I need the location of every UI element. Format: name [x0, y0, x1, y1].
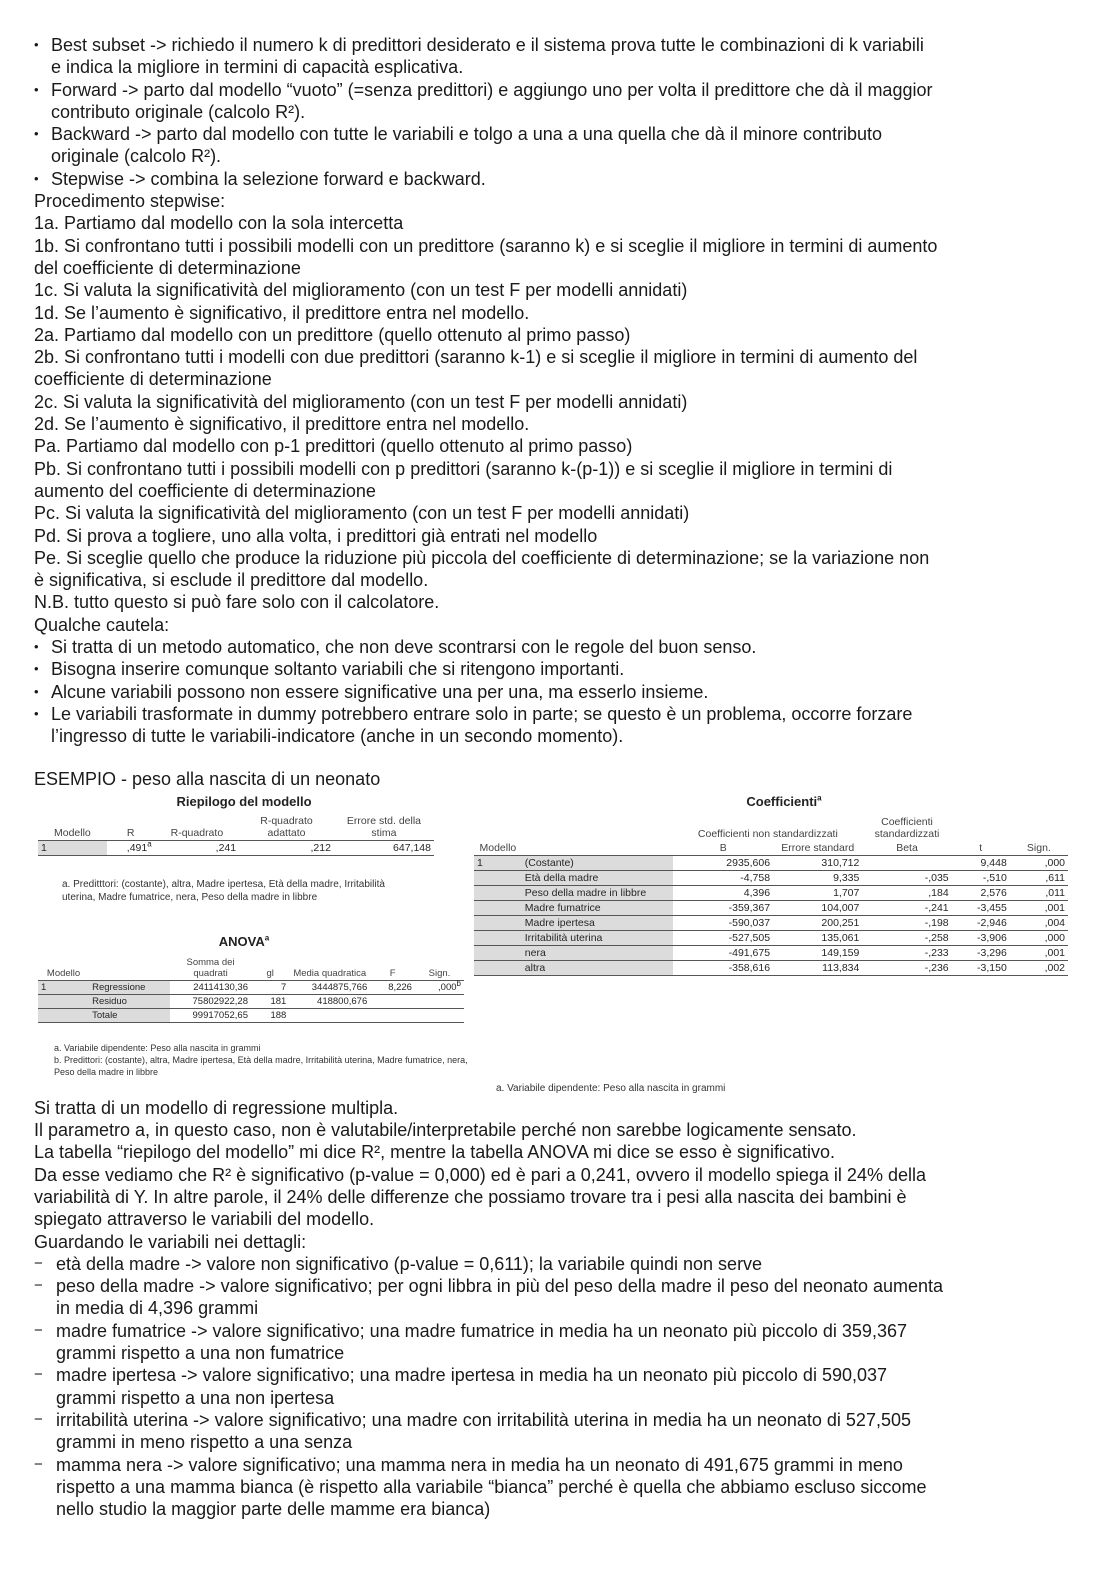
list-item: − irritabilità uterina -> valore significativo; una madre con irritabilità uterina in media ha un neonato di 527,505 grammi in meno rispetto a una senza: [34, 1409, 1084, 1454]
table-row: altra -358,616 113,834 -,236 -3,150 ,002: [474, 960, 1068, 975]
step-line: Pc. Si valuta la significatività del miglioramento (con un test F per modelli annidati): [34, 503, 690, 524]
step-line: aumento del coefficiente di determinazione: [34, 480, 376, 501]
analysis-line: La tabella “riepilogo del modello” mi dice R², mentre la tabella ANOVA mi dice se esso è significativo.: [34, 1142, 836, 1163]
table-row: Totale 99917052,65 188: [38, 1008, 464, 1022]
analysis-line: variabilità di Y. In altre parole, il 24% delle differenze che possiamo trovare tra i pesi alla nascita dei bambini è: [34, 1186, 907, 1207]
table-row: Età della madre -4,758 9,335 -,035 -,510 ,611: [474, 870, 1068, 885]
step-line: coefficiente di determinazione: [34, 369, 272, 390]
table-row: nera -491,675 149,159 -,233 -3,296 ,001: [474, 945, 1068, 960]
cautela-item: • Si tratta di un metodo automatico, che non deve scontrarsi con le regole del buon senso.: [34, 636, 1084, 658]
step-line: 1d. Se l’aumento è significativo, il predittore entra nel modello.: [34, 302, 530, 323]
analysis-line: Si tratta di un modello di regressione multipla.: [34, 1097, 399, 1118]
intro-bullets: [34, 34, 1084, 190]
step-line: Pa. Partiamo dal modello con p-1 predittori (quello ottenuto al primo passo): [34, 436, 633, 457]
step-line: è significativa, si esclude il predittore dal modello.: [34, 570, 429, 591]
table-row: Madre ipertesa -590,037 200,251 -,198 -2,946 ,004: [474, 915, 1068, 930]
bullet-forward: • Forward -> parto dal modello “vuoto” (=senza predittori) e aggiungo uno per volta il predittore che dà il maggior contributo originale (calcolo R²).: [34, 79, 1084, 124]
cautela-heading: Qualche cautela:: [34, 614, 170, 635]
step-line: 2a. Partiamo dal modello con un predittore (quello ottenuto al primo passo): [34, 324, 631, 345]
step-line: Pe. Si sceglie quello che produce la riduzione più piccola del coefficiente di determinazione; se la variazione non: [34, 547, 930, 568]
step-line: 1a. Partiamo dal modello con la sola intercetta: [34, 213, 404, 234]
step-line: 2c. Si valuta la significatività del miglioramento (con un test F per modelli annidati): [34, 391, 688, 412]
cautela-item: • Alcune variabili possono non essere significative una per una, ma esserlo insieme.: [34, 681, 1084, 703]
table-row: Madre fumatrice -359,367 104,007 -,241 -3,455 ,001: [474, 900, 1068, 915]
coefficienti-title: Coefficienti$^a$: [746, 793, 822, 809]
document-page: [34, 34, 1084, 1520]
table-row: 1 Regressione 24114130,36 7 3444875,766 8,226 ,000$^b$: [38, 980, 464, 994]
coefficienti-table: Coefficienti non standardizzati Coefficienti standardizzati Modello B Errore standard Beta t Sign. 1 (Costante) 2935,606 310,712 9,448 ,000 Età della madre -4,758 9,335 -,035 -,510 ,611 Peso della madre in libbre 4,396 1,707 ,184 2,576 ,011 Madre fumatrice -359,367 104,007 -,241 -3,455 ,001 Madre ipertesa -590,037 200,251 -,198 -2,946 ,004 Irritabilità uterina -527,505 135,061 -,258 -3,906 ,000 nera -491,675 149,159 -,233 -3,296 ,001 altra -358,616 113,834 -,236 -3,150 ,002: [474, 814, 1068, 976]
table-row: 1 ,491$^a$ ,241 ,212 647,148: [38, 840, 434, 855]
anova-title: ANOVA$^a$: [218, 933, 270, 949]
list-item: − peso della madre -> valore significativo; per ogni libbra in più del peso della madre il peso del neonato aumenta in media di 4,396 grammi: [34, 1275, 1084, 1320]
analysis-line: Il parametro a, in questo caso, non è valutabile/interpretabile perché non sarebbe logicamente sensato.: [34, 1120, 857, 1141]
step-line: N.B. tutto questo si può fare solo con il calcolatore.: [34, 592, 440, 613]
list-item: − madre fumatrice -> valore significativo; una madre fumatrice in media ha un neonato più piccolo di 359,367 grammi rispetto a una non fumatrice: [34, 1320, 1084, 1365]
riepilogo-table: Modello R R-quadrato R-quadrato adattato Errore std. della stima 1 ,491$^a$ ,241 ,212 647,148: [38, 814, 434, 856]
coefficienti-footnote: a. Variabile dipendente: Peso alla nascita in grammi: [496, 1082, 726, 1094]
analysis-text: [34, 1097, 1084, 1253]
anova-footnotes: a. Variabile dipendente: Peso alla nascita in grammi b. Predittori: (costante), altra, Madre ipertesa, Età della madre, Irritabilità uterina, Madre fumatrice, nera, Peso della madre in libbre: [54, 1042, 468, 1077]
bullet-best-subset: • Best subset -> richiedo il numero k di predittori desiderato e il sistema prova tutte le combinazioni di k variabili e indica la migliore in termini di capacità esplicativa.: [34, 34, 1084, 79]
spss-output: [34, 792, 1084, 1097]
cautela-item: • Le variabili trasformate in dummy potrebbero entrare solo in parte; se questo è un problema, occorre forzare l’ingresso di tutte le variabili-indicatore (anche in un secondo momento).: [34, 703, 1084, 748]
list-item: − madre ipertesa -> valore significativo; una madre ipertesa in media ha un neonato più piccolo di 590,037 grammi rispetto a una non ipertesa: [34, 1364, 1084, 1409]
step-line: 1b. Si confrontano tutti i possibili modelli con un predittore (saranno k) e si sceglie il migliore in termini di aumento: [34, 235, 938, 256]
riepilogo-title: Riepilogo del modello: [176, 793, 312, 809]
analysis-line: spiegato attraverso le variabili del modello.: [34, 1209, 375, 1230]
riepilogo-footnote: a. Preditttori: (costante), altra, Madre ipertesa, Età della madre, Irritabilità uterina, Madre fumatrice, nera, Peso della madre in libbre: [62, 878, 385, 903]
bullet-stepwise: • Stepwise -> combina la selezione forward e backward.: [34, 168, 1084, 190]
example-title: ESEMPIO - peso alla nascita di un neonato: [34, 768, 381, 789]
step-line: 2d. Se l’aumento è significativo, il predittore entra nel modello.: [34, 414, 530, 435]
cautela-item: • Bisogna inserire comunque soltanto variabili che si ritengono importanti.: [34, 658, 1084, 680]
list-item: − mamma nera -> valore significativo; una mamma nera in media ha un neonato di 491,675 grammi in meno rispetto a una mamma bianca (è rispetto alla variabile “bianca” perché è quella che abbiamo escluso siccome nello studio la maggior parte delle mamme era bianca): [34, 1454, 1084, 1521]
step-line: 1c. Si valuta la significatività del miglioramento (con un test F per modelli annidati): [34, 280, 688, 301]
step-line: del coefficiente di determinazione: [34, 257, 301, 278]
analysis-line: Guardando le variabili nei dettagli:: [34, 1231, 307, 1252]
table-row: Irritabilità uterina -527,505 135,061 -,258 -3,906 ,000: [474, 930, 1068, 945]
cautela-bullets: [34, 636, 1084, 747]
stepwise-steps: [34, 212, 1084, 613]
list-item: − età della madre -> valore non significativo (p-value = 0,611); la variabile quindi non serve: [34, 1253, 1084, 1275]
step-line: 2b. Si confrontano tutti i modelli con due predittori (saranno k-1) e si sceglie il migliore in termini di aumento del: [34, 347, 918, 368]
table-row: 1 (Costante) 2935,606 310,712 9,448 ,000: [474, 855, 1068, 870]
detail-list: [34, 1253, 1084, 1521]
step-line: Pb. Si confrontano tutti i possibili modelli con p predittori (saranno k-(p-1)) e si sceglie il migliore in termini di: [34, 458, 893, 479]
bullet-backward: • Backward -> parto dal modello con tutte le variabili e tolgo a una a una quella che dà il minore contributo originale (calcolo R²).: [34, 123, 1084, 168]
step-line: Pd. Si prova a togliere, uno alla volta, i predittori già entrati nel modello: [34, 525, 598, 546]
analysis-line: Da esse vediamo che R² è significativo (p-value = 0,000) ed è pari a 0,241, ovvero il modello spiega il 24% della: [34, 1164, 926, 1185]
table-row: Peso della madre in libbre 4,396 1,707 ,184 2,576 ,011: [474, 885, 1068, 900]
anova-table: Modello Somma dei quadrati gl Media quadratica F Sign. 1 Regressione 24114130,36 7 3444875,766 8,226 ,000$^b$ Residuo 75802922,28 181 418800,676 Totale 99917052,65 188: [38, 956, 464, 1023]
stepwise-heading: Procedimento stepwise:: [34, 191, 226, 212]
table-row: Residuo 75802922,28 181 418800,676: [38, 994, 464, 1008]
